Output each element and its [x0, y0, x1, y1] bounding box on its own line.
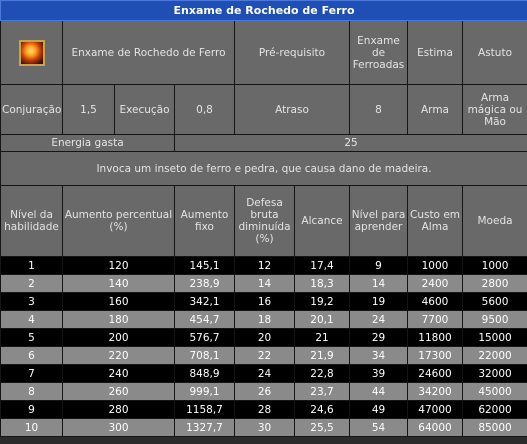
table-cell: 24 [235, 365, 295, 383]
table-cell: 8 [1, 383, 63, 401]
table-cell: 260 [63, 383, 175, 401]
table-cell: 24 [350, 311, 408, 329]
table-cell: 19,2 [295, 293, 350, 311]
table-cell: 22 [235, 347, 295, 365]
table-cell: 45000 [463, 383, 527, 401]
table-cell: 15000 [463, 329, 527, 347]
table-cell: 26 [235, 383, 295, 401]
skill-title: Enxame de Rochedo de Ferro [1, 1, 527, 21]
table-cell: 10 [1, 419, 63, 437]
prerequisite-label: Pré-requisito [235, 21, 350, 85]
exec-label: Execução [115, 85, 175, 135]
table-cell: 238,9 [175, 275, 235, 293]
table-cell: 20,1 [295, 311, 350, 329]
clever-label: Astuto [463, 21, 527, 85]
table-cell: 120 [63, 257, 175, 275]
skill-description: Invoca um inseto de ferro e pedra, que causa dano de madeira. [1, 152, 527, 186]
table-row [1, 383, 527, 401]
table-row [1, 419, 527, 437]
table-cell: 1 [1, 257, 63, 275]
table-cell: 2400 [408, 275, 463, 293]
table-cell: 160 [63, 293, 175, 311]
table-cell: 21 [295, 329, 350, 347]
table-cell: 54 [350, 419, 408, 437]
exec-value: 0,8 [175, 85, 235, 135]
table-cell: 18,3 [295, 275, 350, 293]
skill-name: Enxame de Rochedo de Ferro [63, 21, 235, 85]
table-cell: 5600 [463, 293, 527, 311]
table-cell: 576,7 [175, 329, 235, 347]
table-cell: 19 [350, 293, 408, 311]
table-cell: 145,1 [175, 257, 235, 275]
table-cell: 11800 [408, 329, 463, 347]
table-cell: 300 [63, 419, 175, 437]
table-cell: 30 [235, 419, 295, 437]
table-cell: 12 [235, 257, 295, 275]
column-header: Moeda [463, 186, 527, 257]
table-cell: 1327,7 [175, 419, 235, 437]
table-row [1, 329, 527, 347]
table-row [1, 401, 527, 419]
table-cell: 21,9 [295, 347, 350, 365]
table-row [1, 311, 527, 329]
table-row [1, 257, 527, 275]
table-cell: 200 [63, 329, 175, 347]
energy-value: 25 [175, 135, 527, 152]
table-cell: 32000 [463, 365, 527, 383]
table-cell: 14 [350, 275, 408, 293]
clever-value: Arma mágica ou Mão [463, 85, 527, 135]
table-row [1, 365, 527, 383]
table-cell: 240 [63, 365, 175, 383]
table-cell: 39 [350, 365, 408, 383]
table-cell: 17,4 [295, 257, 350, 275]
swarm-value: 8 [350, 85, 408, 135]
table-cell: 14 [235, 275, 295, 293]
table-cell: 44 [350, 383, 408, 401]
table-cell: 1000 [408, 257, 463, 275]
esteem-label: Estima [408, 21, 463, 85]
table-cell: 16 [235, 293, 295, 311]
table-cell: 24,6 [295, 401, 350, 419]
table-cell: 17300 [408, 347, 463, 365]
esteem-value: Arma [408, 85, 463, 135]
table-row [1, 275, 527, 293]
column-header: Aumento fixo [175, 186, 235, 257]
table-cell: 29 [350, 329, 408, 347]
table-cell: 22,8 [295, 365, 350, 383]
table-cell: 140 [63, 275, 175, 293]
swarm-label: Enxame de Ferroadas [350, 21, 408, 85]
table-cell: 2800 [463, 275, 527, 293]
table-cell: 9 [350, 257, 408, 275]
table-cell: 28 [235, 401, 295, 419]
table-cell: 4 [1, 311, 63, 329]
fire-swarm-skill-icon [19, 40, 45, 66]
table-cell: 34200 [408, 383, 463, 401]
table-cell: 1158,7 [175, 401, 235, 419]
table-cell: 49 [350, 401, 408, 419]
cast-value: 1,5 [63, 85, 115, 135]
table-cell: 4600 [408, 293, 463, 311]
table-cell: 64000 [408, 419, 463, 437]
energy-label: Energia gasta [1, 135, 175, 152]
table-cell: 2 [1, 275, 63, 293]
prerequisite-value: Atraso [235, 85, 350, 135]
column-header: Nível da habilidade [1, 186, 63, 257]
table-cell: 708,1 [175, 347, 235, 365]
table-cell: 280 [63, 401, 175, 419]
table-cell: 9500 [463, 311, 527, 329]
table-cell: 180 [63, 311, 175, 329]
table-cell: 1000 [463, 257, 527, 275]
table-cell: 20 [235, 329, 295, 347]
table-cell: 22000 [463, 347, 527, 365]
table-row [1, 347, 527, 365]
table-cell: 18 [235, 311, 295, 329]
table-cell: 47000 [408, 401, 463, 419]
table-cell: 62000 [463, 401, 527, 419]
column-header: Nível para aprender [350, 186, 408, 257]
table-cell: 7 [1, 365, 63, 383]
table-cell: 3 [1, 293, 63, 311]
table-cell: 220 [63, 347, 175, 365]
table-cell: 23,7 [295, 383, 350, 401]
table-row [1, 293, 527, 311]
column-header: Defesa bruta diminuída (%) [235, 186, 295, 257]
column-header: Aumento percentual (%) [63, 186, 175, 257]
table-cell: 9 [1, 401, 63, 419]
cast-label: Conjuração [1, 85, 63, 135]
table-cell: 6 [1, 347, 63, 365]
table-cell: 85000 [463, 419, 527, 437]
table-cell: 999,1 [175, 383, 235, 401]
table-cell: 7700 [408, 311, 463, 329]
column-header: Alcance [295, 186, 350, 257]
table-cell: 5 [1, 329, 63, 347]
column-header: Custo em Alma [408, 186, 463, 257]
table-cell: 34 [350, 347, 408, 365]
table-cell: 454,7 [175, 311, 235, 329]
table-cell: 25,5 [295, 419, 350, 437]
table-cell: 342,1 [175, 293, 235, 311]
table-cell: 848,9 [175, 365, 235, 383]
table-cell: 24600 [408, 365, 463, 383]
skill-icon-cell [1, 21, 63, 85]
